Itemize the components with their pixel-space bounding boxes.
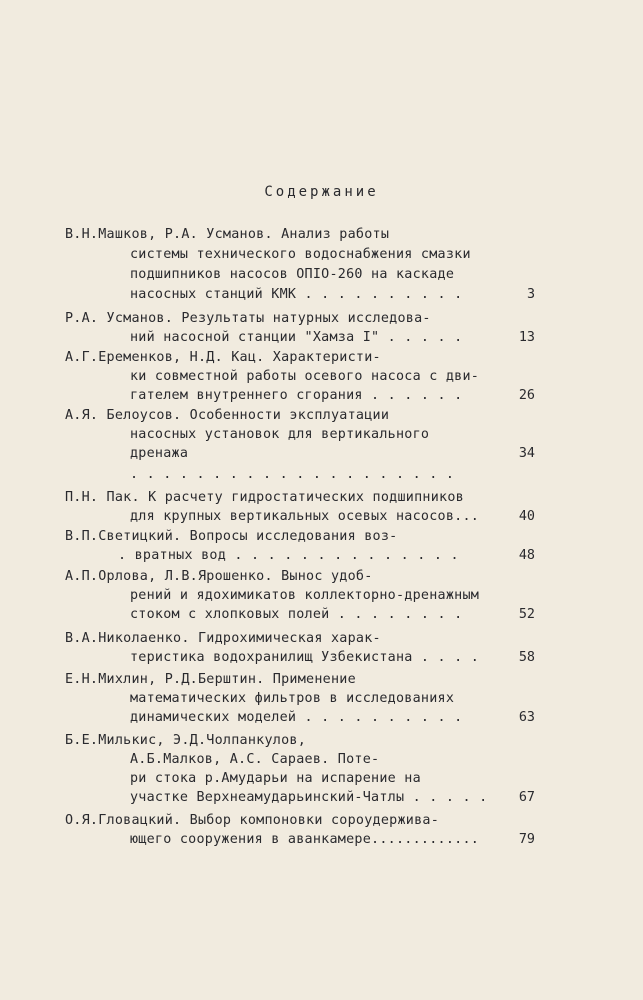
toc-page-number: 58 [518,650,535,665]
toc-entry-line: системы технического водоснабжения смазки [130,247,471,262]
toc-page-number: 3 [526,287,535,302]
toc-entry-line: ки совместной работы осевого насоса с дви- [130,369,480,384]
toc-entry-line: Б.Е.Милькис, Э.Д.Чолпанкулов, [65,733,307,748]
toc-entry-line: Р.А. Усманов. Результаты натурных исследова- [65,311,431,326]
toc-entry-line: А.Я. Белоусов. Особенности эксплуатации [65,408,390,423]
toc-page-number: 34 [518,446,535,461]
toc-entry-line: рений и ядохимикатов коллекторно-дренажным [130,588,480,603]
toc-page-number: 79 [518,832,535,847]
toc-entry-line: динамических моделей . . . . . . . . . . [130,710,463,725]
toc-page-number: 40 [518,509,535,524]
toc-entry-line: А.Б.Малков, А.С. Сараев. Поте- [130,752,380,767]
toc-entry-line: П.Н. Пак. К расчету гидростатических подшипников [65,490,464,505]
toc-entry-line: подшипников насосов ОПIО-260 на каскаде [130,267,455,282]
page-title: Содержание [264,184,379,200]
toc-entry-line: . вратных вод . . . . . . . . . . . . . . [118,548,459,563]
toc-page-number: 52 [518,607,535,622]
toc-entry-line: В.Н.Машков, Р.А. Усманов. Анализ работы [65,227,390,242]
toc-entry-line: ри стока р.Амударьи на испарение на [130,771,421,786]
toc-page-number: 67 [518,790,535,805]
toc-entry-line: участке Верхнеамударьинский-Чатлы . . . . . [130,790,488,805]
toc-entry-line: дренажа [130,446,189,461]
toc-entry-line: А.П.Орлова, Л.В.Ярошенко. Вынос удоб- [65,569,373,584]
toc-page-number: 63 [518,710,535,725]
toc-entry-line: Е.Н.Михлин, Р.Д.Берштин. Применение [65,672,356,687]
toc-entry-line: теристика водохранилищ Узбекистана . . . . [130,650,480,665]
toc-entry-line: стоком с хлопковых полей . . . . . . . . [130,607,463,622]
toc-page-number: 26 [518,388,535,403]
toc-entry-line: О.Я.Гловацкий. Выбор компоновки сороудержива- [65,813,440,828]
toc-entry-line: . . . . . . . . . . . . . . . . . . . . [130,467,455,482]
toc-entry-line: гателем внутреннего сгорания . . . . . . [130,388,463,403]
toc-entry-line: насосных станций КМК . . . . . . . . . . [130,287,463,302]
toc-entry-line: для крупных вертикальных осевых насосов... [130,509,480,524]
toc-entry-line: насосных установок для вертикального [130,427,430,442]
toc-page-number: 13 [518,330,535,345]
toc-entry-line: ний насосной станции "Хамза I" . . . . . [130,330,463,345]
toc-entry-line: математических фильтров в исследованиях [130,691,455,706]
toc-entry-line: А.Г.Еременков, Н.Д. Кац. Характеристи- [65,350,381,365]
toc-page-number: 48 [518,548,535,563]
toc-entry-line: В.П.Светицкий. Вопросы исследования воз- [65,529,398,544]
toc-entry-line: ющего сооружения в аванкамере............. [130,832,480,847]
toc-entry-line: В.А.Николаенко. Гидрохимическая харак- [65,631,381,646]
